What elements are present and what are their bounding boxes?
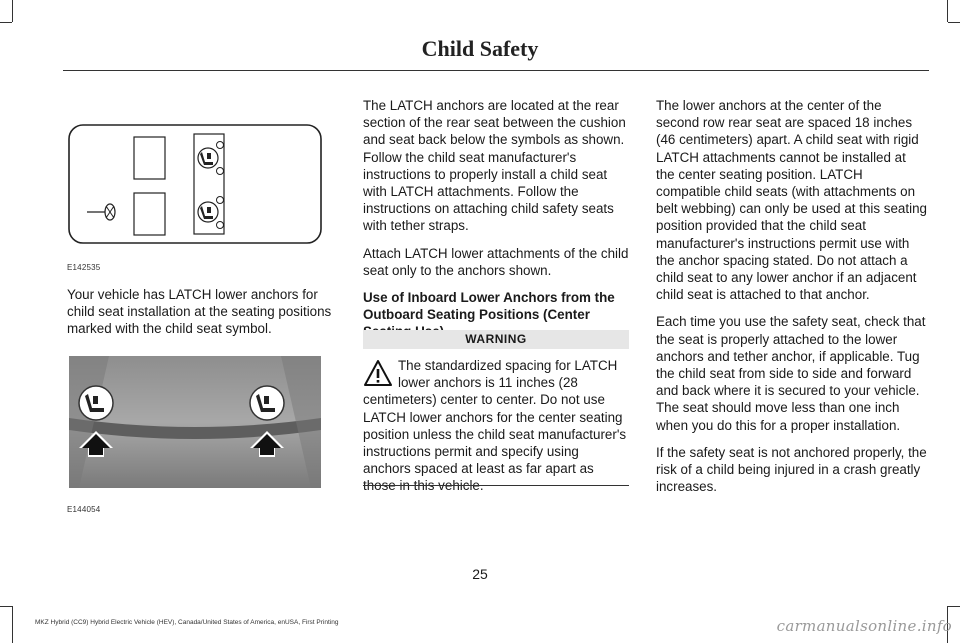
warning-rule: [363, 485, 629, 486]
paragraph: Each time you use the safety seat, check that the seat is properly attached to the lower anchors and tether anchor, if applicable. Tug the child seat from side to side and forward and back where it is secured to your vehicle. The seat should move less than one inch when you do this for a proper installation.: [656, 314, 926, 433]
warning-box: [363, 357, 629, 495]
crop-mark: [12, 0, 13, 22]
header-rule: [63, 70, 929, 71]
paragraph: The lower anchors at the center of the second row rear seat are spaced 18 inches (46 centimeters) apart. A child seat with rigid LATCH attachments cannot be installed at the center seating position. LATCH compatible child seats (with attachments on belt webbing) can only be used at this seating position provided that the child seat manufacturer's instructions permit use with the anchor spacing stated. Do not attach a child seat to any lower anchor if an adjacent child seat is attached to that anchor.: [656, 98, 927, 303]
warning-text: The standardized spacing for LATCH lower anchors is 11 inches (28 centimeters) center to center. Do not use LATCH lower anchors for the center seating position unless the child seat manufacturer's instructions permit and specify using anchors spaced at least as far apart as: [363, 358, 627, 477]
figure-id: E142535: [67, 263, 101, 272]
latch-seat-diagram: [63, 122, 323, 246]
crop-mark: [948, 606, 960, 607]
paragraph: Your vehicle has LATCH lower anchors for child seat installation at the seating positions marked with the child seat symbol.: [67, 287, 332, 337]
section-heading: Use of Inboard Lower Anchors from the Outboard Seating Positions (Center: [363, 290, 615, 323]
watermark: carmanualsonline.info: [776, 617, 952, 635]
paragraph: The LATCH anchors are located at the rear section of the rear seat between the cushion and seat back below the symbols as shown. Follow the child seat manufacturer's instructions to properly install a child seat with LATCH attachments. Follow the instructions on attaching child safety seats with tether straps.: [363, 98, 626, 234]
crop-mark: [0, 22, 12, 23]
warning-label: WARNING: [363, 330, 629, 349]
column-2: [363, 97, 633, 351]
seat-photo-svg: [69, 356, 321, 488]
column-1: [67, 286, 339, 348]
crop-mark: [0, 606, 12, 607]
paragraph: If the safety seat is not anchored properly, the risk of a child being injured in a crash greatly increases.: [656, 444, 927, 495]
seat-diagram-svg: [63, 122, 323, 246]
page-number: 25: [472, 566, 488, 582]
crop-mark: [12, 606, 13, 643]
column-3: [656, 97, 928, 505]
warning-triangle-icon: [363, 359, 395, 387]
latch-seat-photo: [69, 356, 321, 488]
page-title: Child Safety: [421, 36, 539, 61]
footer-text: MKZ Hybrid (CC9) Hybrid Electric Vehicle (HEV), Canada/United States of America, enUSA, First Printing: [35, 619, 339, 626]
crop-mark: [948, 22, 960, 23]
figure-id: E144054: [67, 505, 101, 514]
crop-mark: [947, 0, 948, 22]
paragraph: Attach LATCH lower attachments of the child seat only to the anchors shown.: [363, 245, 629, 278]
